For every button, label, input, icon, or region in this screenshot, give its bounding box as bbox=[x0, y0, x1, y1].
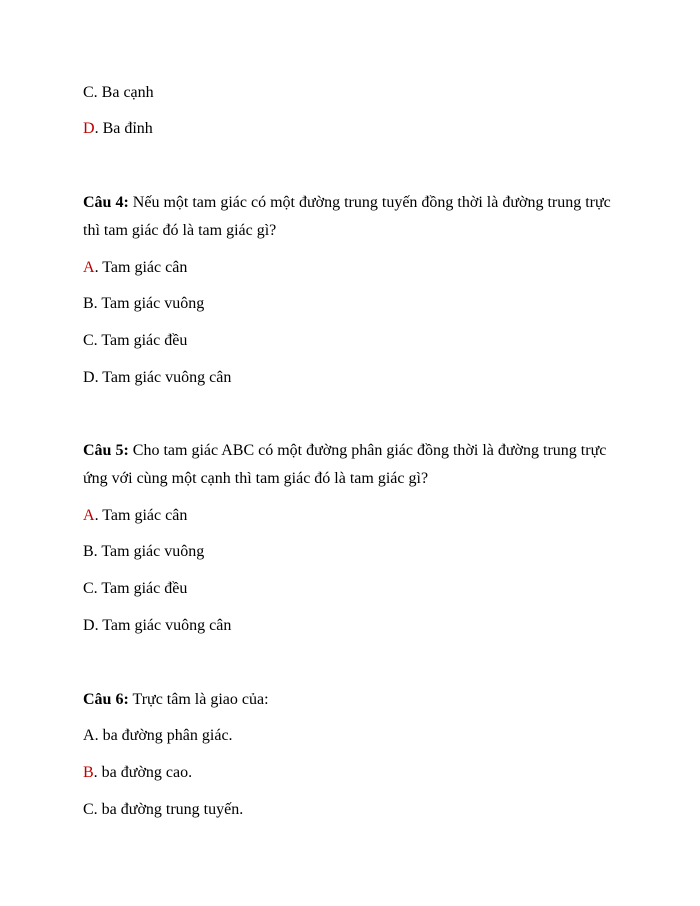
question-text: Trực tâm là giao của: bbox=[128, 691, 269, 708]
q6-stem-line1 bbox=[83, 690, 269, 710]
option-text: . Ba cạnh bbox=[93, 84, 154, 101]
question-text: ứng với cùng một cạnh thì tam giác đó là tam giác gì? bbox=[83, 470, 429, 487]
q3-option-d bbox=[83, 119, 153, 139]
option-text: . Tam giác cân bbox=[94, 259, 188, 276]
option-letter: D bbox=[83, 617, 95, 634]
q5-option-c bbox=[83, 579, 187, 599]
q4-option-b bbox=[83, 294, 204, 314]
question-text: thì tam giác đó là tam giác gì? bbox=[83, 222, 277, 239]
option-text: . Tam giác vuông cân bbox=[94, 617, 232, 634]
q6-option-a bbox=[83, 726, 233, 746]
option-text: . ba đường phân giác. bbox=[94, 727, 233, 744]
option-text: . Tam giác vuông bbox=[93, 295, 205, 312]
q3-option-c bbox=[83, 83, 154, 103]
option-text: . Tam giác vuông cân bbox=[94, 369, 232, 386]
option-letter: C bbox=[83, 332, 94, 349]
option-letter-correct: D bbox=[83, 120, 95, 137]
option-text: . ba đường cao. bbox=[93, 764, 193, 781]
q5-option-d bbox=[83, 616, 231, 636]
question-text: Nếu một tam giác có một đường trung tuyến đồng thời là đường trung trực bbox=[128, 194, 611, 211]
q5-stem-line1 bbox=[83, 441, 606, 461]
option-letter: C bbox=[83, 801, 94, 818]
q5-option-a bbox=[83, 506, 187, 526]
q4-stem-line2 bbox=[83, 221, 276, 241]
option-letter: A bbox=[83, 727, 95, 744]
option-text: . Ba đỉnh bbox=[94, 120, 153, 137]
q4-option-a bbox=[83, 258, 187, 278]
question-label: Câu 4: bbox=[83, 194, 129, 211]
option-text: . Tam giác vuông bbox=[93, 543, 205, 560]
question-label: Câu 5: bbox=[83, 442, 129, 459]
option-letter: C bbox=[83, 580, 94, 597]
q4-option-d bbox=[83, 368, 231, 388]
option-text: . ba đường trung tuyến. bbox=[93, 801, 244, 818]
q4-option-c bbox=[83, 331, 187, 351]
option-text: . Tam giác cân bbox=[94, 507, 188, 524]
option-text: . Tam giác đều bbox=[93, 580, 188, 597]
option-letter: B bbox=[83, 543, 94, 560]
option-letter-correct: B bbox=[83, 764, 94, 781]
q5-option-b bbox=[83, 542, 204, 562]
q6-option-b bbox=[83, 763, 192, 783]
option-text: . Tam giác đều bbox=[93, 332, 188, 349]
question-text: Cho tam giác ABC có một đường phân giác đồng thời là đường trung trực bbox=[128, 442, 607, 459]
question-label: Câu 6: bbox=[83, 691, 129, 708]
option-letter-correct: A bbox=[83, 507, 95, 524]
option-letter: B bbox=[83, 295, 94, 312]
option-letter-correct: A bbox=[83, 259, 95, 276]
option-letter: C bbox=[83, 84, 94, 101]
q5-stem-line2 bbox=[83, 469, 428, 489]
q6-option-c bbox=[83, 800, 243, 820]
option-letter: D bbox=[83, 369, 95, 386]
q4-stem-line1 bbox=[83, 193, 611, 213]
